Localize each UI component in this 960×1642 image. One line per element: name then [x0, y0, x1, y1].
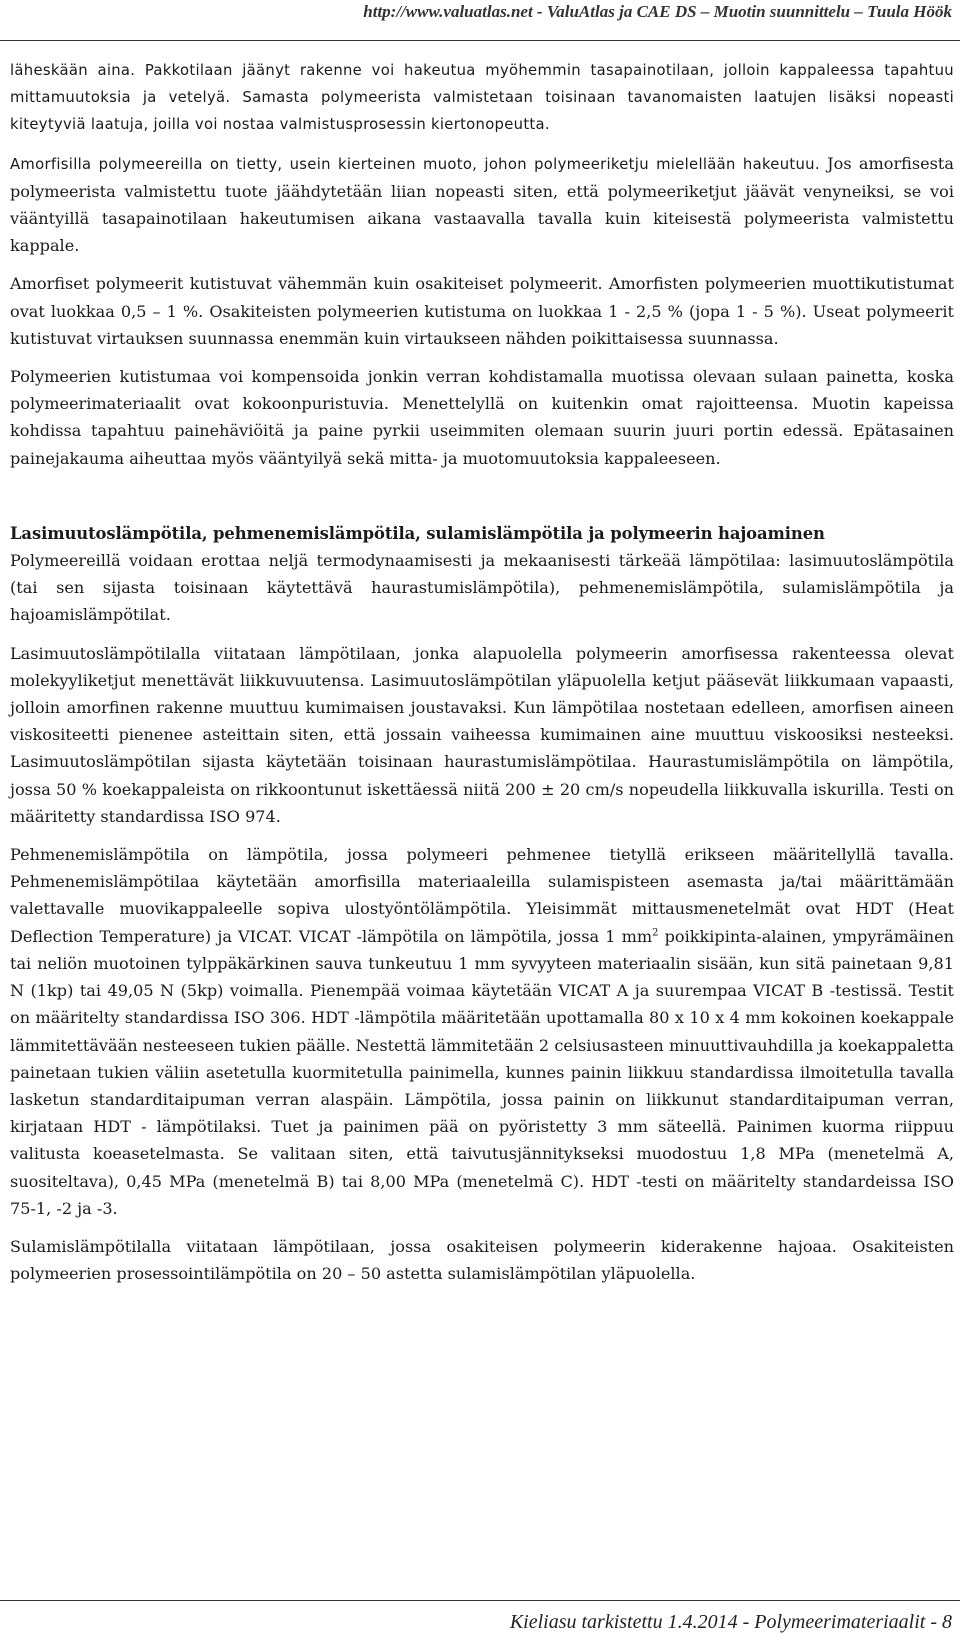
paragraph-softening-part2: poikkipinta-alainen, ympyrämäinen tai neliön muotoinen tylppäkärkinen sauva tunkeutuu 1 mm syvyyteen materiaalin sisään, kun sitä painetaan 9,81 N (1kp) tai 49,05 N (5kp) voimalla. Pienempää voimaa käytetään VICAT A ja suurempaa VICAT B -testissä. Testit on määritelty standardissa ISO 306. HDT -lämpötila määritetään upottamalla 80 x 10 x 4 mm kokoinen koekappale lämmitettävään nesteeseen tukien päälle. Nestettä lämmitetään 2 celsiusasteen minuuttivauhdilla ja koekappaletta painetaan tukien väliin asetetulla kuormitetulla painimella, kunnes painin liikkuu standardissa ilmoitetulla tavalla lasketun standarditaipuman verran alaspäin. Lämpötila, jossa painin on liikkunut standarditaipuman verran, kirjataan HDT - lämpötilaksi. Tuet ja painimen pää on pyöristetty 3 mm säteellä. Painimen kuorma riippuu valitusta koeasetelmasta. Se valitaan siten, että taivutusjännitykseksi muodostuu 1,8 MPa (menetelmä A, suositeltava), 0,45 MPa (menetelmä B) tai 8,00 MPa (menetelmä C). HDT -testi on määritelty standardeissa ISO 75-1, -2 ja -3. [10, 926, 954, 1218]
paragraph-glass-transition: Lasimuutoslämpötilalla viitataan lämpötilaan, jonka alapuolella polymeerin amorfisessa rakenteessa olevat molekyyliketjut menettävät liikkuvuutensa. Lasimuutoslämpötilan yläpuolella ketjut pääsevät liikkumaan vapaasti, jolloin amorfinen rakenne muuttuu kumimaisen joustavaksi. Kun lämpötilaa nostetaan edelleen, amorfisen aineen viskositeetti pienenee asteittain siten, että jossain vaiheessa kumimainen aine muuttuu viskoosiksi nesteeksi. Lasimuutoslämpötilan sijasta käytetään toisinaan haurastumislämpötilaa. Haurastumislämpötila on lämpötila, jossa 50 % koekappaleista on rikkoontunut iskettäessä niitä 200 ± 20 cm/s nopeudella liikkuvalla iskurilla. Testi on määritetty standardissa ISO 974. [10, 643, 954, 826]
superscript-two: 2 [652, 927, 659, 939]
page-content [10, 57, 954, 1287]
paragraph-crystallization: läheskään aina. Pakkotilaan jäänyt rakenne voi hakeutua myöhemmin tasapainotilaan, jolloin kappaleessa tapahtuu mittamuutoksia ja vetelyä. Samasta polymeerista valmistetaan toisinaan tavanomaisten laatujen lisäksi nopeasti kiteytyviä laatuja, joilla voi nostaa valmistusprosessin kiertonopeutta. [10, 62, 954, 134]
header-url-text: http://www.valuatlas.net - ValuAtlas ja CAE DS – Muotin suunnittelu – Tuula Höök [363, 2, 952, 21]
section-heading: Lasimuutoslämpötila, pehmenemislämpötila, sulamislämpötila ja polymeerin hajoaminen [10, 523, 825, 543]
paragraph-softening [10, 841, 954, 1222]
footer-text: Kieliasu tarkistettu 1.4.2014 - Polymeerimateriaalit - 8 [509, 1611, 952, 1633]
paragraph-softening-part1: Pehmenemislämpötila on lämpötila, jossa polymeeri pehmenee tietyllä erikseen määritellyllä tavalla. Pehmenemislämpötilaa käytetään amorfisilla materiaaleilla sulamispisteen asemasta ja/tai määrittämään valettavalle muovikappaleelle sopiva ulostyöntölämpötila. Yleisimmät mittausmenetelmät ovat HDT (Heat Deflection Temperature) ja VICAT. VICAT -lämpötila on lämpötila, jossa 1 mm [10, 845, 954, 946]
page-footer [0, 1600, 960, 1642]
paragraph-amorphous-shape-part2: Jos amorfisesta polymeerista valmistettu tuote jäähdytetään liian nopeasti siten, että polymeeriketjut jäävät venyneiksi, se voi vääntyillä tasapainotilaan hakeutumisen aikana vastaavalla tavalla kuin kiteisestä polymeerista valmistettu kappale. [10, 153, 954, 256]
paragraph-shrinkage: Amorfiset polymeerit kutistuvat vähemmän kuin osakiteiset polymeerit. Amorfisten polymeerien muottikutistumat ovat luokkaa 0,5 – 1 %. Osakiteisten polymeerien kutistuma on luokkaa 1 - 2,5 % (jopa 1 - 5 %). Useat polymeerit kutistuvat virtauksen suunnassa enemmän kuin virtaukseen nähden poikittaisessa suunnassa. [10, 274, 954, 348]
paragraph-four-temperatures: Polymeereillä voidaan erottaa neljä termodynaamisesti ja mekaanisesti tärkeää lämpötilaa: lasimuutoslämpötila (tai sen sijasta toisinaan käytettävä haurastumislämpötila), pehmenemislämpötila, sulamislämpötila ja hajoamislämpötilat. [10, 551, 954, 625]
paragraph-amorphous-shape [10, 150, 954, 260]
paragraph-melting: Sulamislämpötilalla viitataan lämpötilaan, jossa osakiteisen polymeerin kiderakenne hajoaa. Osakiteisten polymeerien prosessointilämpötila on 20 – 50 astetta sulamislämpötilan yläpuolella. [10, 1236, 954, 1284]
paragraph-compensation: Polymeerien kutistumaa voi kompensoida jonkin verran kohdistamalla muotissa olevaan sulaan painetta, koska polymeerimateriaalit ovat kokoonpuristuvia. Menettelyllä on kuitenkin omat rajoitteensa. Muotin kapeissa kohdissa tapahtuu painehäviöitä ja paine pyrkii useimmiten olemaan suurin juuri portin edessä. Epätasainen painejakauma aiheuttaa myös vääntyilyä sekä mitta- ja muotomuutoksia kappaleeseen. [10, 367, 954, 468]
paragraph-amorphous-shape-part1: Amorfisilla polymeereilla on tietty, usein kierteinen muoto, johon polymeeriketju mielellään hakeutuu. [10, 155, 820, 173]
page-header [0, 0, 960, 41]
